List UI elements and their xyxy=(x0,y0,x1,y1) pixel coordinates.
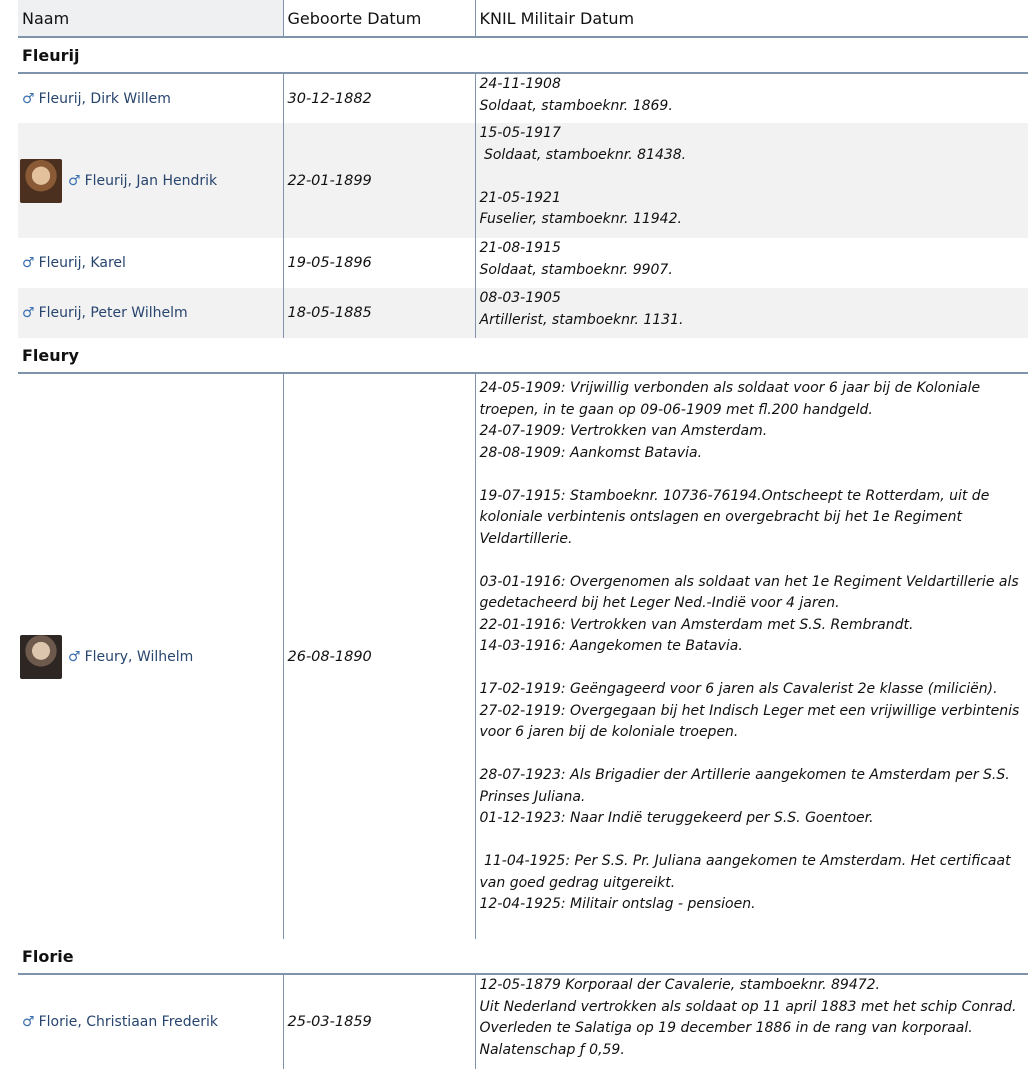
military-line: 22-01-1916: Vertrokken van Amsterdam met S.S. Rembrandt. xyxy=(479,616,914,633)
male-icon: ♂ xyxy=(68,648,81,665)
military-record xyxy=(475,288,1028,338)
spacer xyxy=(480,550,1028,572)
person-cell[interactable] xyxy=(18,123,283,238)
header-name[interactable]: Naam xyxy=(18,0,283,37)
person-cell[interactable] xyxy=(18,73,283,123)
person-cell[interactable] xyxy=(18,288,283,338)
military-line: Uit Nederland vertrokken als soldaat op 11 april 1883 met het schip Conrad. Overleden te Salatiga op 19 december 1886 in de rang van korporaal. Nalatenschap ƒ 0,59. xyxy=(479,998,1017,1058)
military-record xyxy=(475,974,1028,1069)
military-line: 12-05-1879 Korporaal der Cavalerie, stamboeknr. 89472. xyxy=(479,977,881,993)
spacer xyxy=(480,830,1028,852)
military-line: 24-07-1909: Vertrokken van Amsterdam. xyxy=(479,423,768,439)
spacer xyxy=(480,744,1028,766)
birth-date: 26-08-1890 xyxy=(283,373,475,939)
person-name-link[interactable]: Florie, Christiaan Frederik xyxy=(38,1014,219,1030)
military-line: 03-01-1916: Overgenomen als soldaat van het 1e Regiment Veldartillerie als gedetacheerd bij het Leger Ned.-Indië voor 4 jaren. xyxy=(479,573,1019,611)
military-line: 21-08-1915 xyxy=(479,240,561,256)
military-record xyxy=(475,373,1028,939)
military-line: Soldaat, stamboeknr. 9907. xyxy=(479,261,673,278)
person-row xyxy=(18,123,1028,238)
military-line: 28-07-1923: Als Brigadier der Artillerie aangekomen te Amsterdam per S.S. Prinses Juliana. xyxy=(479,767,1010,805)
military-line: 27-02-1919: Overgegaan bij het Indisch Leger met een vrijwillige verbintenis voor 6 jaren bij de koloniale troepen. xyxy=(479,702,1020,740)
person-name-link[interactable]: Fleurij, Jan Hendrik xyxy=(84,172,218,189)
military-line: 08-03-1905 xyxy=(479,290,561,306)
knil-table xyxy=(18,0,1028,1069)
military-line: 21-05-1921 xyxy=(479,189,561,206)
military-line: 11-04-1925: Per S.S. Pr. Juliana aangekomen te Amsterdam. Het certificaat van goed gedrag uitgereikt. xyxy=(479,853,1016,891)
spacer xyxy=(480,166,1028,188)
person-photo[interactable] xyxy=(20,635,62,679)
military-line: 15-05-1917 xyxy=(479,125,561,141)
birth-date: 18-05-1885 xyxy=(283,288,475,338)
military-line: 24-05-1909: Vrijwillig verbonden als soldaat voor 6 jaar bij de Koloniale troepen, in te gaan op 09-06-1909 met fl.200 handgeld. xyxy=(479,380,981,418)
surname-heading: Florie xyxy=(18,939,1028,974)
surname-group-fleurij xyxy=(18,37,1028,73)
military-record xyxy=(475,73,1028,123)
person-row xyxy=(18,238,1028,288)
male-icon: ♂ xyxy=(22,305,35,321)
military-record xyxy=(475,123,1028,238)
male-icon: ♂ xyxy=(22,255,35,271)
surname-group-fleury xyxy=(18,338,1028,373)
military-line: Soldaat, stamboeknr. 1869. xyxy=(479,97,673,114)
military-line: Soldaat, stamboeknr. 81438. xyxy=(479,146,687,163)
person-row xyxy=(18,974,1028,1069)
header-row xyxy=(18,0,1028,37)
person-name-link[interactable]: Fleurij, Dirk Willem xyxy=(38,90,171,107)
male-icon: ♂ xyxy=(68,172,81,189)
military-line: 12-04-1925: Militair ontslag - pensioen. xyxy=(479,896,756,912)
military-line: 19-07-1915: Stamboeknr. 10736-76194.Ontscheept te Rotterdam, uit de koloniale verbintenis ontslagen en overgebracht bij het 1e Regiment Veldartillerie. xyxy=(479,487,990,547)
military-line: Fuselier, stamboeknr. 11942. xyxy=(479,211,682,227)
surname-group-florie xyxy=(18,939,1028,974)
header-knil-date[interactable]: KNIL Militair Datum xyxy=(475,0,1028,37)
military-line: 01-12-1923: Naar Indië teruggekeerd per S.S. Goentoer. xyxy=(479,810,874,826)
person-cell[interactable] xyxy=(18,974,283,1069)
person-photo[interactable] xyxy=(20,159,62,203)
surname-heading: Fleury xyxy=(18,338,1028,373)
military-line: Artillerist, stamboeknr. 1131. xyxy=(479,311,684,328)
spacer xyxy=(480,464,1028,486)
header-birth-date[interactable]: Geboorte Datum xyxy=(283,0,475,37)
military-line: 14-03-1916: Aangekomen te Batavia. xyxy=(479,638,743,654)
birth-date: 19-05-1896 xyxy=(283,238,475,288)
person-name-link[interactable]: Fleurij, Peter Wilhelm xyxy=(38,305,188,321)
spacer xyxy=(480,658,1028,680)
birth-date: 22-01-1899 xyxy=(283,123,475,238)
military-line: 28-08-1909: Aankomst Batavia. xyxy=(479,444,703,461)
person-name-link[interactable]: Fleurij, Karel xyxy=(38,255,126,271)
military-line: 17-02-1919: Geëngageerd voor 6 jaren als Cavalerist 2e klasse (miliciën). xyxy=(479,681,998,697)
male-icon: ♂ xyxy=(22,1014,35,1030)
birth-date: 30-12-1882 xyxy=(283,73,475,123)
person-row xyxy=(18,73,1028,123)
military-record xyxy=(475,238,1028,288)
person-cell[interactable] xyxy=(18,373,283,939)
male-icon: ♂ xyxy=(22,90,35,107)
person-name-link[interactable]: Fleury, Wilhelm xyxy=(84,648,194,665)
person-cell[interactable] xyxy=(18,238,283,288)
person-row xyxy=(18,373,1028,939)
military-line: 24-11-1908 xyxy=(479,76,561,92)
person-row xyxy=(18,288,1028,338)
surname-heading: Fleurij xyxy=(18,37,1028,73)
birth-date: 25-03-1859 xyxy=(283,974,475,1069)
